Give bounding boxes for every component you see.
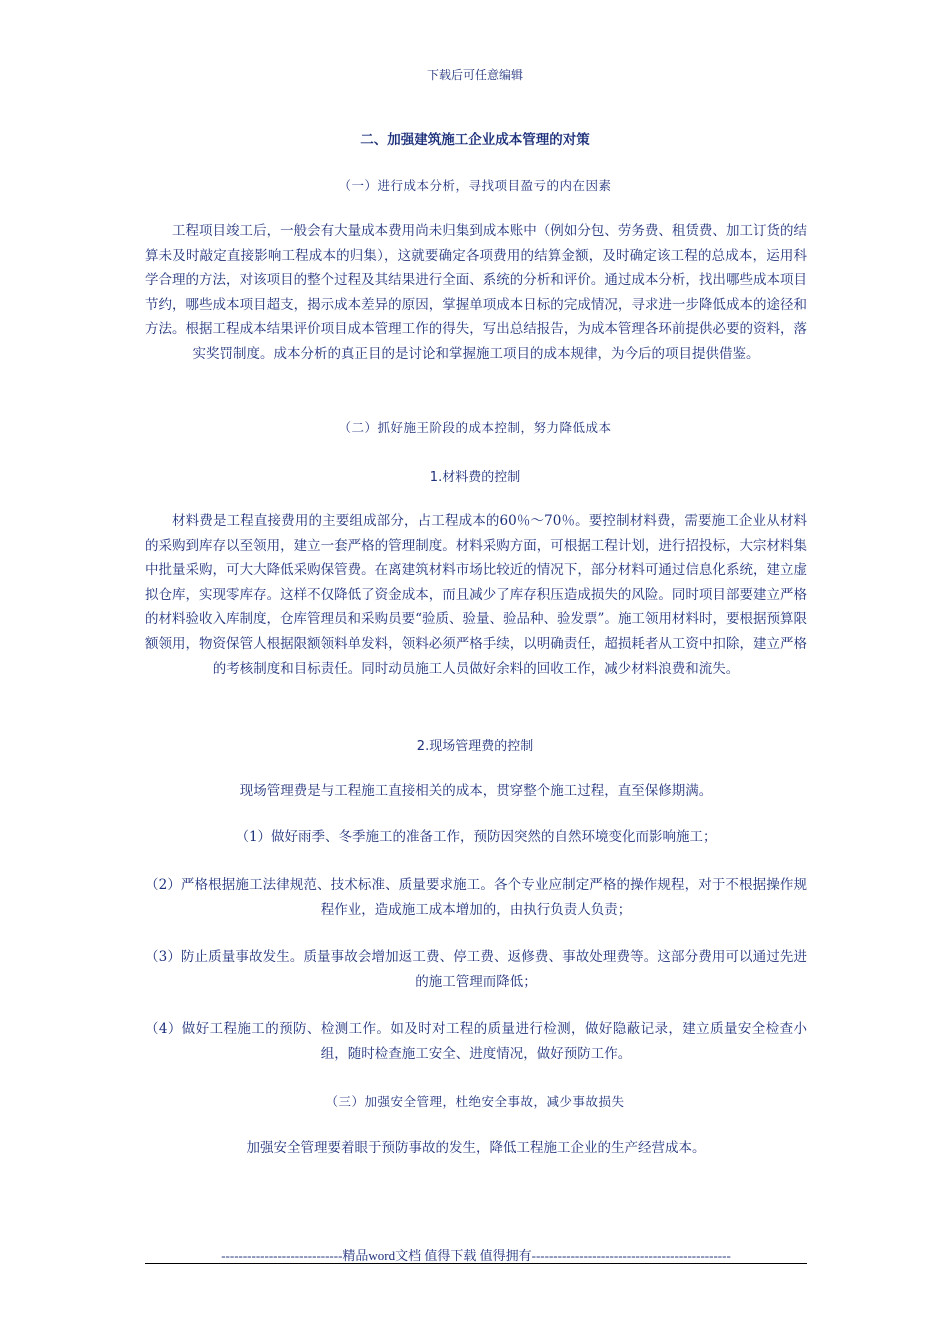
list-item: （3）防止质量事故发生。质量事故会增加返工费、停工费、返修费、事故处理费等。这部分费用可以通过先进的施工管理而降低； [145,949,807,990]
subsection-heading-material: 1.材料费的控制 [429,470,521,485]
list-item: （4）做好工程施工的预防、检测工作。如及时对工程的质量进行检测，做好隐蔽记录，建立质量安全检查小组，随时检查施工安全、进度情况，做好预防工作。 [145,1021,807,1062]
section-heading-3: （三）加强安全管理，杜绝安全事故，减少事故损失 [325,1094,625,1109]
section-heading-2: （二）抓好施王阶段的成本控制，努力降低成本 [338,420,612,435]
material-cost-paragraph: 材料费是工程直接费用的主要组成部分，占工程成本的60％～70％。要控制材料费，需要施工企业从材料的采购到库存以至领用，建立一套严格的管理制度。材料采购方面，可根据工程计划，进行招投标，大宗材料集中批量采购，可大大降低采购保管费。在离建筑材料市场比较近的情况下，部分材料可通过信息化系统，建立虚拟仓库，实现零库存。这样不仅降低了资金成本，而且减少了库存积压造成损失的风险。同时项目部要建立严格的材料验收入库制度，仓库管理员和采购员要“验质、验量、验品种、验发票”。施工领用材料时，要根据预算限额领用，物资保管人根据限额领料单发料，领料必须严格手续，以明确责任，超损耗者从工资中扣除，建立严格的考核制度和目标责任。同时动员施工人员做好余料的回收工作，减少材料浪费和流失。 [145,513,807,677]
page-footer: ----------------------------精品word文档 值得下载 值得拥有---------------------------------------------- [221,1248,731,1263]
section-1-paragraph: 工程项目竣工后，一般会有大量成本费用尚未归集到成本账中（例如分包、劳务费、租赁费、加工订货的结算未及时敲定直接影响工程成本的归集），这就要确定各项费用的结算金额，及时确定该工程的总成本，运用科学合理的方法，对该项目的整个过程及其结果进行全面、系统的分析和评价。通过成本分析，找出哪些成本项目节约，哪些成本项目超支，揭示成本差异的原因，掌握单项成本日标的完成情况，寻求进一步降低成本的途径和方法。根据工程成本结果评价项目成本管理工作的得失，写出总结报告，为成本管理各环前提供必要的资料，落实奖罚制度。成本分析的真正目的是讨论和掌握施工项目的成本规律，为今后的项目提供借鉴。 [145,223,807,362]
list-item: （1）做好雨季、冬季施工的准备工作，预防因突然的自然环境变化而影响施工； [235,829,717,845]
subsection-heading-site-management: 2.现场管理费的控制 [416,739,534,754]
section-3-paragraph: 加强安全管理要着眼于预防事故的发生，降低工程施工企业的生产经营成本。 [246,1140,706,1156]
list-item: （2）严格根据施工法律规范、技术标准、质量要求施工。各个专业应制定严格的操作规程，对于不根据操作规程作业，造成施工成本增加的，由执行负责人负责； [145,877,807,918]
document-title: 二、加强建筑施工企业成本管理的对策 [360,132,590,148]
site-management-intro: 现场管理费是与工程施工直接相关的成本，贯穿整个施工过程，直至保修期满。 [239,783,713,799]
section-heading-1: （一）进行成本分析，寻找项目盈亏的内在因素 [338,178,612,193]
page-header: 下载后可任意编辑 [426,68,523,82]
footer-rule [145,1263,807,1264]
